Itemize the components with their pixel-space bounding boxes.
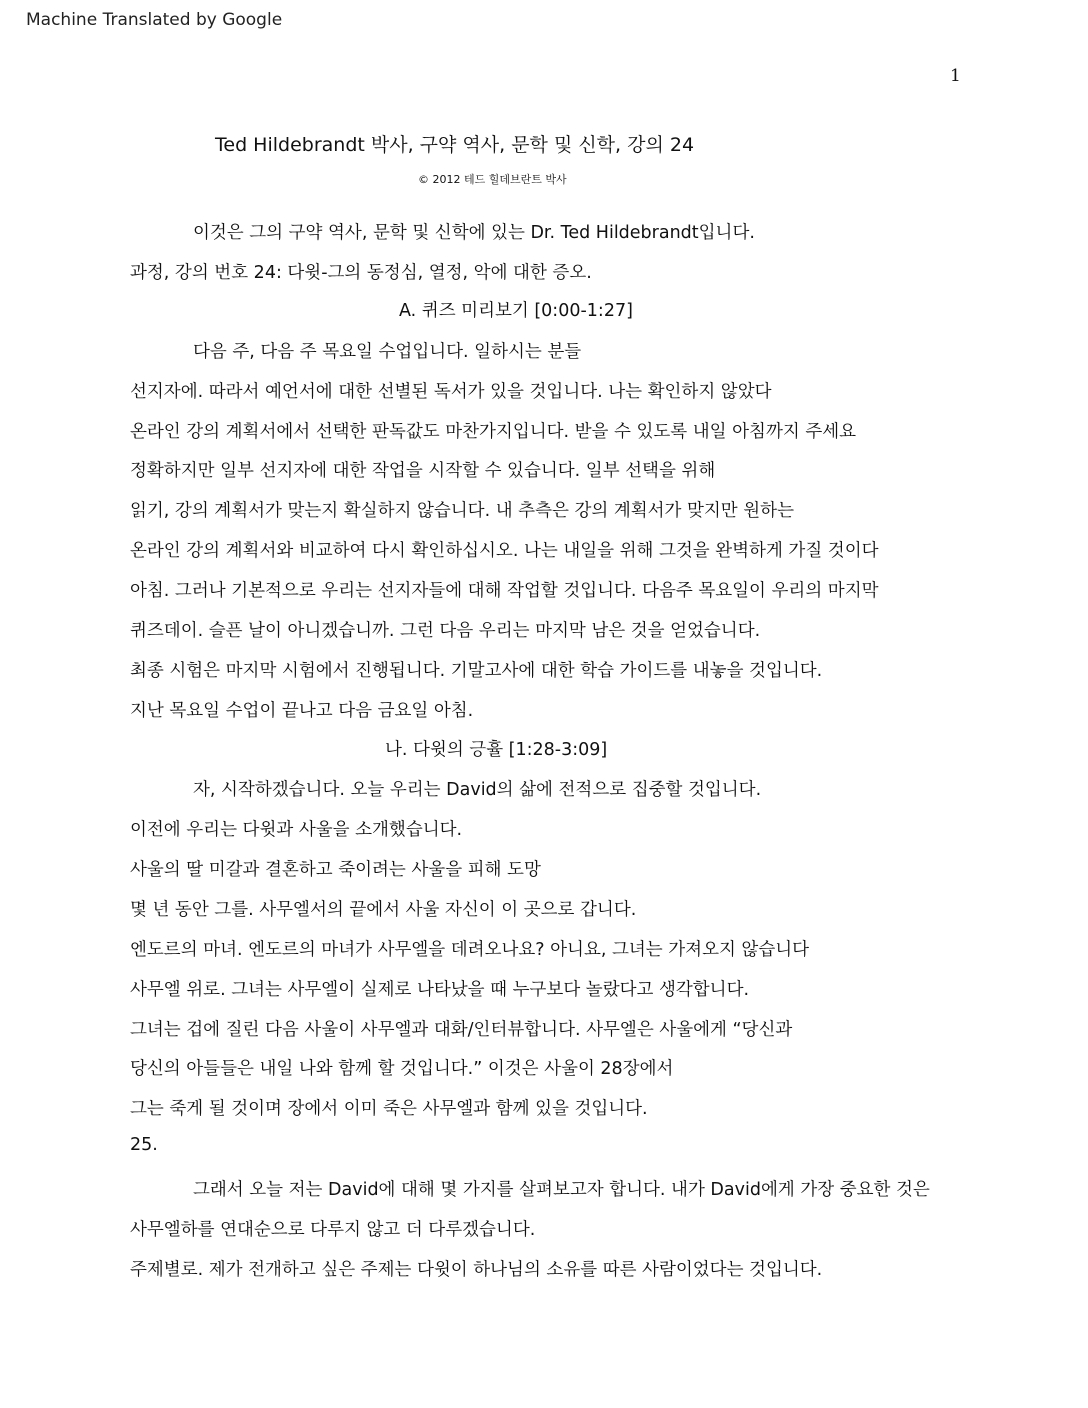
- text-line: 선지자에. 따라서 예언서에 대한 선별된 독서가 있을 것입니다. 나는 확인하지 않았다: [130, 382, 772, 402]
- text-line: 온라인 강의 계획서와 비교하여 다시 확인하십시오. 나는 내일을 위해 그것을 완벽하게 가질 것이다: [130, 541, 879, 561]
- text-line: 퀴즈데이. 슬픈 날이 아니겠습니까. 그런 다음 우리는 마지막 남은 것을 얻었습니다.: [130, 621, 761, 641]
- text-line: 당신의 아들들은 내일 나와 함께 할 것입니다.” 이것은 사울이 28장에서: [130, 1059, 674, 1079]
- section-heading: A. 퀴즈 미리보기 [0:00-1:27]: [399, 301, 633, 321]
- text-line: 사무엘 위로. 그녀는 사무엘이 실제로 나타났을 때 누구보다 놀랐다고 생각합니다.: [130, 980, 750, 1000]
- text-line: 사무엘하를 연대순으로 다루지 않고 더 다루겠습니다.: [130, 1220, 536, 1240]
- section-heading: 나. 다윗의 긍휼 [1:28-3:09]: [385, 740, 608, 760]
- text-line: 온라인 강의 계획서에서 선택한 판독값도 마찬가지입니다. 받을 수 있도록 내일 아침까지 주세요: [130, 422, 857, 442]
- text-line: 정확하지만 일부 선지자에 대한 작업을 시작할 수 있습니다. 일부 선택을 위해: [130, 461, 716, 481]
- text-line: 이것은 그의 구약 역사, 문학 및 신학에 있는 Dr. Ted Hildebrandt입니다.: [193, 223, 755, 243]
- text-line: 이전에 우리는 다윗과 사울을 소개했습니다.: [130, 820, 463, 840]
- copyright-notice: © 2012 테드 힐데브란트 박사: [418, 173, 567, 186]
- text-line: 자, 시작하겠습니다. 오늘 우리는 David의 삶에 전적으로 집중할 것입니다.: [193, 780, 762, 800]
- text-line: 주제별로. 제가 전개하고 싶은 주제는 다윗이 하나님의 소유를 따른 사람이었다는 것입니다.: [130, 1260, 823, 1280]
- translation-banner: Machine Translated by Google: [26, 10, 283, 30]
- text-line: 몇 년 동안 그를. 사무엘서의 끝에서 사울 자신이 이 곳으로 갑니다.: [130, 900, 637, 920]
- text-line: 읽기, 강의 계획서가 맞는지 확실하지 않습니다. 내 추측은 강의 계획서가 맞지만 원하는: [130, 501, 794, 521]
- text-line: 다음 주, 다음 주 목요일 수업입니다. 일하시는 분들: [193, 342, 582, 362]
- text-line: 지난 목요일 수업이 끝나고 다음 금요일 아침.: [130, 701, 474, 721]
- text-line: 최종 시험은 마지막 시험에서 진행됩니다. 기말고사에 대한 학습 가이드를 내놓을 것입니다.: [130, 661, 823, 681]
- document-title: Ted Hildebrandt 박사, 구약 역사, 문학 및 신학, 강의 24: [215, 134, 695, 156]
- text-line: 그는 죽게 될 것이며 장에서 이미 죽은 사무엘과 함께 있을 것입니다.: [130, 1099, 648, 1119]
- text-line: 사울의 딸 미갈과 결혼하고 죽이려는 사울을 피해 도망: [130, 860, 541, 880]
- text-line: 그녀는 겁에 질린 다음 사울이 사무엘과 대화/인터뷰합니다. 사무엘은 사울에게 “당신과: [130, 1020, 793, 1040]
- text-line: 그래서 오늘 저는 David에 대해 몇 가지를 살펴보고자 합니다. 내가 David에게 가장 중요한 것은: [193, 1180, 930, 1200]
- text-line: 과정, 강의 번호 24: 다윗-그의 동정심, 열정, 악에 대한 증오.: [130, 263, 592, 283]
- text-line: 엔도르의 마녀. 엔도르의 마녀가 사무엘을 데려오나요? 아니요, 그녀는 가져오지 않습니다: [130, 940, 810, 960]
- text-line: 아침. 그러나 기본적으로 우리는 선지자들에 대해 작업할 것입니다. 다음주 목요일이 우리의 마지막: [130, 581, 879, 601]
- text-line: 25.: [130, 1135, 158, 1155]
- page-number: 1: [950, 66, 961, 86]
